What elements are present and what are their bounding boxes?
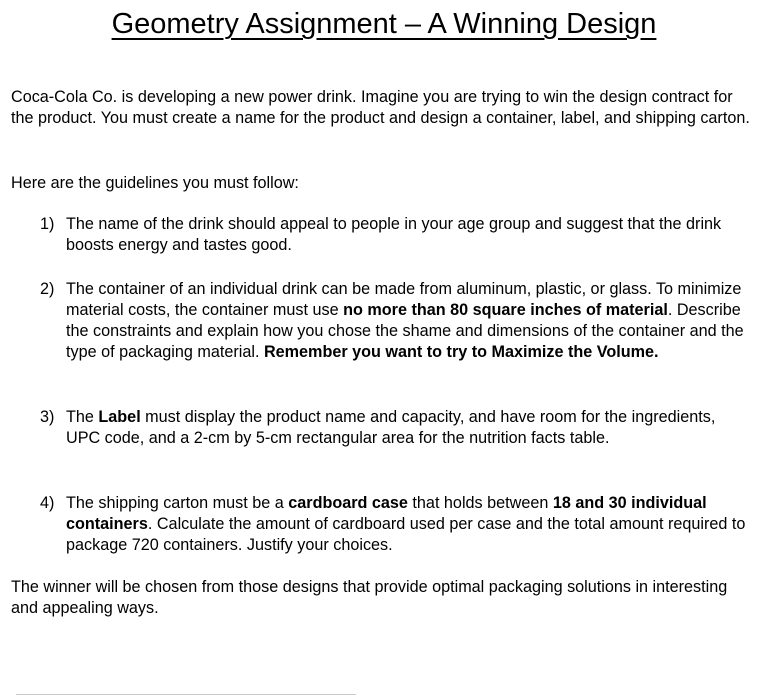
guidelines-intro: Here are the guidelines you must follow:: [11, 174, 299, 192]
guideline-item-2: [40, 279, 752, 363]
intro-paragraph: Coca-Cola Co. is developing a new power drink. Imagine you are trying to win the design contract for the product. You must create a name for the product and design a container, label, and shipping carton.: [11, 88, 750, 127]
guideline-text-part: The: [66, 408, 99, 426]
guideline-text-part: The shipping carton must be a: [66, 494, 289, 512]
guideline-text-part: . Describe the constraints and explain how you chose the shame and dimensions of the container and the type of packaging material.: [66, 301, 744, 361]
guideline-item-4: [40, 493, 752, 556]
guideline-bold-part: 18 and 30 individual containers: [66, 494, 707, 533]
guideline-bold-part: Remember you want to try to Maximize the Volume.: [263, 343, 659, 361]
guideline-text-part: that holds between: [407, 494, 553, 512]
guideline-text: [66, 493, 752, 556]
guideline-text: [66, 214, 752, 256]
guideline-text: [66, 407, 752, 449]
guideline-number: 4): [40, 494, 55, 512]
closing-paragraph: The winner will be chosen from those designs that provide optimal packaging solutions in interesting and appealing ways.: [11, 578, 728, 617]
guideline-item-1: [40, 214, 752, 256]
page-divider: [16, 694, 356, 695]
page-title: Geometry Assignment – A Winning Design: [111, 8, 657, 40]
guideline-item-3: [40, 407, 752, 449]
guideline-bold-part: Label: [98, 408, 141, 426]
guideline-text-part: The container of an individual drink can be made from aluminum, plastic, or glass. To minimize material costs, the container must use: [66, 280, 742, 319]
guideline-number: 2): [40, 280, 55, 298]
guideline-bold-part: cardboard case: [288, 494, 408, 512]
guideline-text-part: must display the product name and capacity, and have room for the ingredients, UPC code, and a 2-cm by 5-cm rectangular area for the nutrition facts table.: [66, 408, 716, 447]
guideline-text-part: . Calculate the amount of cardboard used per case and the total amount required to package 720 containers. Justify your choices.: [66, 515, 746, 554]
guideline-bold-part: no more than 80 square inches of material: [343, 301, 668, 319]
guideline-number: 3): [40, 408, 55, 426]
guideline-number: 1): [40, 215, 55, 233]
guideline-text-part: The name of the drink should appeal to people in your age group and suggest that the drink boosts energy and tastes good.: [66, 215, 722, 254]
guideline-text: [66, 279, 752, 363]
